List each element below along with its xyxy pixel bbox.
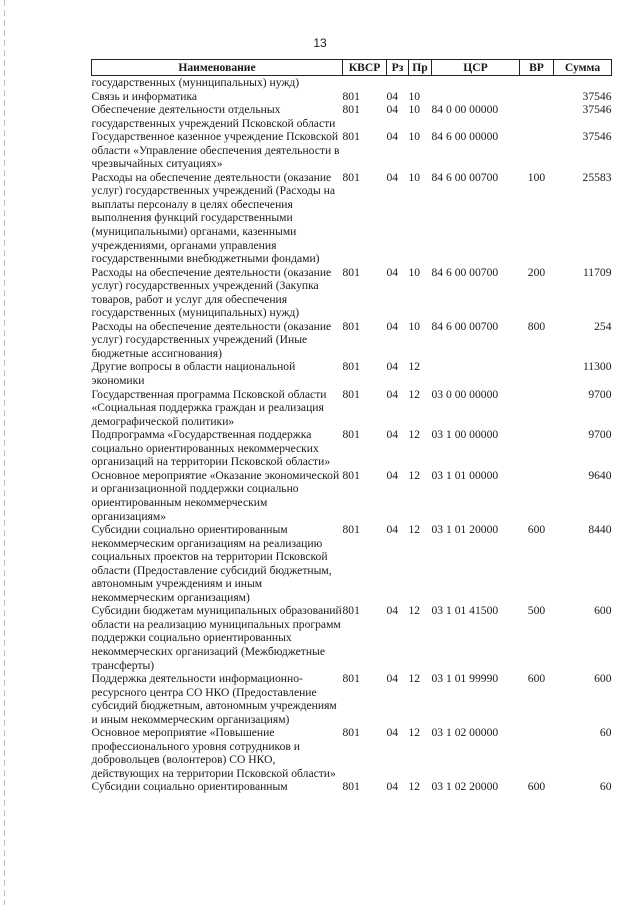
header-vr: ВР [520,60,554,76]
header-csr: ЦСР [432,60,520,76]
page-number: 13 [313,36,327,50]
row-csr: 03 0 00 00000 [431,387,499,401]
row-name: Подпрограмма «Государственная поддержка социально ориентированных некоммерческих организаций на территории Псковской области» [91,428,331,469]
row-name: Расходы на обеспечение деятельности (оказание услуг) государственных учреждений (Иные бюджетные ассигнования) [91,319,332,360]
row-sum: 600 [594,672,612,686]
row-csr: 03 1 01 20000 [431,523,499,537]
header-name: Наименование [92,60,343,76]
header-rz: Рз [387,60,409,76]
row-kvsr: 801 [342,130,360,144]
table-row [92,523,612,604]
row-vr: 800 [527,319,546,333]
row-pr [409,76,432,90]
row-csr [432,90,520,104]
row-rz: 04 [386,780,399,794]
row-name: Поддержка деятельности информационно-ресурсного центра СО НКО (Предоставление субсидий бюджетным, автономным учреждениям и иным некоммерческим организациям) [91,672,337,726]
row-rz: 04 [386,103,399,117]
row-vr [520,388,554,429]
row-kvsr: 801 [342,468,360,482]
header-pr: Пр [409,60,432,76]
row-vr: 600 [527,523,546,537]
row-pr: 12 [408,428,421,442]
row-pr: 10 [408,130,421,144]
row-sum: 11300 [582,360,612,374]
table-row [92,604,612,672]
row-vr: 100 [527,170,546,184]
row-name: Субсидии социально ориентированным [91,780,288,794]
table-row [92,130,612,171]
row-vr [520,360,554,387]
row-name: Связь и информатика [91,89,198,103]
row-name: Расходы на обеспечение деятельности (оказание услуг) государственных учреждений (Закупка товаров, работ и услуг для обеспечения государственных (муниципальных) нужд) [91,265,332,320]
row-pr: 12 [408,523,421,537]
row-csr [432,360,520,387]
row-kvsr: 801 [342,604,360,618]
row-sum: 8440 [588,523,612,537]
row-vr [520,428,554,469]
row-csr: 03 1 02 00000 [431,726,499,740]
row-vr: 500 [527,604,546,618]
row-csr: 03 1 01 41500 [431,604,499,618]
row-rz: 04 [386,726,399,740]
row-rz: 04 [386,130,399,144]
row-rz: 04 [386,319,399,333]
row-csr: 84 6 00 00700 [431,265,499,279]
row-sum: 25583 [582,170,612,184]
table-row [92,780,612,794]
row-csr: 84 6 00 00000 [431,130,499,144]
header-row [92,60,612,76]
row-pr: 12 [408,468,421,482]
row-pr: 10 [408,170,421,184]
table-row [92,672,612,726]
row-kvsr [343,76,387,90]
table-row [92,726,612,780]
row-kvsr: 801 [342,387,360,401]
row-pr: 12 [408,726,421,740]
row-vr [520,76,554,90]
row-kvsr: 801 [342,319,360,333]
row-csr: 84 6 00 00700 [431,170,499,184]
row-sum: 9700 [588,428,612,442]
row-sum: 60 [599,780,612,794]
row-sum: 60 [599,726,612,740]
row-pr: 10 [408,103,421,117]
row-name: Другие вопросы в области национальной экономики [91,360,296,388]
row-kvsr: 801 [342,428,360,442]
row-rz: 04 [386,89,399,103]
row-pr: 12 [408,387,421,401]
row-kvsr: 801 [342,523,360,537]
row-vr [520,130,554,171]
row-csr: 03 1 01 99990 [431,672,499,686]
row-name: Основное мероприятие «Повышение профессионального уровня сотрудников и добровольцев (волонтеров) СО НКО, действующих на территории Псковской области» [91,726,336,780]
row-sum: 37546 [582,103,612,117]
row-csr: 03 1 01 00000 [431,468,499,482]
row-kvsr: 801 [342,726,360,740]
table-row [92,360,612,387]
row-sum: 254 [594,319,612,333]
budget-table [91,59,612,794]
row-name: Обеспечение деятельности отдельных государственных учреждений Псковской области [91,103,336,130]
row-csr [432,76,520,90]
table-row [92,388,612,429]
row-kvsr: 801 [342,265,360,279]
row-pr: 10 [408,265,421,279]
row-name: Основное мероприятие «Оказание экономической и организационной поддержки социально ориентированным некоммерческим организациям» [91,468,340,523]
table-row [92,103,612,130]
row-kvsr: 801 [342,103,360,117]
row-name: Субсидии социально ориентированным некоммерческим организациям на реализацию социальных проектов на территории Псковской области (Предоставление субсидий бюджетным, автономным учреждениям и иным некоммерческим организациям) [91,523,332,604]
row-pr: 10 [408,89,421,103]
row-kvsr: 801 [342,89,360,103]
row-csr: 84 6 00 00700 [431,319,499,333]
row-vr: 600 [527,780,546,794]
scan-edge-line [4,0,5,905]
table-row [92,90,612,104]
row-kvsr: 801 [342,780,360,794]
row-pr: 12 [408,360,421,374]
row-kvsr: 801 [342,672,360,686]
row-pr: 12 [408,780,421,794]
row-rz: 04 [386,428,399,442]
row-rz: 04 [386,387,399,401]
row-name: Субсидии бюджетам муниципальных образований области на реализацию муниципальных программ поддержки социально ориентированных некоммерческих организаций (Межбюджетные трансферты) [91,604,342,672]
row-sum: 9640 [588,468,612,482]
row-vr [520,103,554,130]
header-sum: Сумма [554,60,612,76]
table-header [92,60,612,76]
row-csr: 84 0 00 00000 [431,103,499,117]
row-sum: 9700 [588,387,612,401]
table-row [92,171,612,266]
row-sum: 37546 [582,89,612,103]
row-sum [554,76,612,90]
row-name: Государственная программа Псковской области «Социальная поддержка граждан и реализация демографической политики» [91,387,327,428]
row-sum: 11709 [582,265,612,279]
row-rz: 04 [386,468,399,482]
row-sum: 600 [594,604,612,618]
row-rz: 04 [386,360,399,374]
table-row [92,320,612,361]
row-vr [520,90,554,104]
row-sum: 37546 [582,130,612,144]
row-name: Государственное казенное учреждение Псковской области «Управление обеспечения деятельности в чрезвычайных ситуациях» [91,130,340,171]
header-kvsr: КВСР [343,60,387,76]
table-row [92,76,612,90]
row-kvsr: 801 [342,360,360,374]
row-kvsr: 801 [342,170,360,184]
row-pr: 12 [408,672,421,686]
row-rz: 04 [386,523,399,537]
row-pr: 10 [408,319,421,333]
row-vr: 200 [527,265,546,279]
row-name: государственных (муниципальных) нужд) [91,76,300,89]
row-pr: 12 [408,604,421,618]
table-row [92,428,612,469]
row-name: Расходы на обеспечение деятельности (оказание услуг) государственных учреждений (Расходы на выплаты персоналу в целях обеспечения выполнения функций государственными (муниципальными) органами, казенными учреждениями, органами управления государственными внебюджетными фондами) [91,170,335,266]
row-vr [520,726,554,780]
row-rz: 04 [386,672,399,686]
row-rz: 04 [386,170,399,184]
row-rz [387,76,409,90]
table-body [92,76,612,794]
row-vr: 600 [527,672,546,686]
row-vr [520,469,554,523]
row-csr: 03 1 00 00000 [431,428,499,442]
table-row [92,266,612,320]
row-csr: 03 1 02 20000 [431,780,499,794]
row-rz: 04 [386,604,399,618]
table-row [92,469,612,523]
row-rz: 04 [386,265,399,279]
